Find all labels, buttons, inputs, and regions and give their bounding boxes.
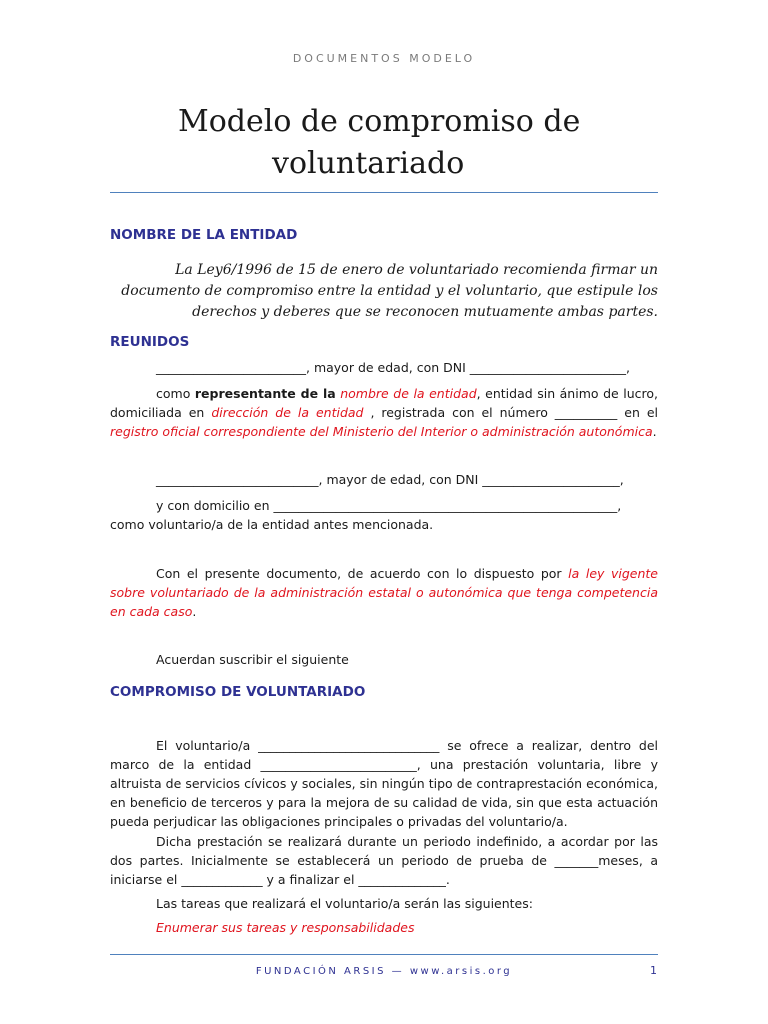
- reunidos-agree-line: Acuerdan suscribir el siguiente: [156, 652, 349, 667]
- text-line: como voluntario/a de la entidad antes mencionada.: [110, 517, 434, 532]
- reunidos-entity-paragraph: [110, 384, 658, 441]
- text-span: como: [156, 386, 195, 401]
- placeholder-registry: registro oficial correspondiente del Ministerio del Interior o administración autonómica: [110, 424, 653, 439]
- document-title-line2: voluntariado: [272, 146, 465, 181]
- bottom-divider: [110, 954, 658, 955]
- text-span-bold: representante de la: [194, 386, 336, 401]
- top-divider: [110, 192, 658, 193]
- heading-reunidos: REUNIDOS: [110, 334, 190, 350]
- heading-compromiso: COMPROMISO DE VOLUNTARIADO: [110, 684, 366, 700]
- reunidos-law-paragraph: [110, 564, 658, 621]
- text-line: y con domicilio en _______________________________________________________,: [156, 498, 622, 513]
- text-span: .: [652, 424, 657, 439]
- reunidos-volunteer-address: [110, 496, 658, 534]
- placeholder-law: la ley vigente sobre voluntariado de la administración estatal o autonómica que tenga competencia en cada caso: [110, 566, 658, 619]
- text-span: , entidad sin ánimo de lucro, domiciliada en: [110, 386, 658, 420]
- footer-text: FUNDACIÓN ARSIS — www.arsis.org: [255, 966, 513, 977]
- text-span: , registrada con el número __________ en el: [363, 405, 658, 420]
- reunidos-representative-line: ________________________, mayor de edad, con DNI _________________________,: [156, 360, 630, 375]
- placeholder-entity-name: nombre de la entidad: [340, 386, 477, 401]
- compromiso-tasks-line: Las tareas que realizará el voluntario/a serán las siguientes:: [156, 896, 533, 911]
- heading-entity: NOMBRE DE LA ENTIDAD: [110, 227, 298, 243]
- compromiso-period-paragraph: Dicha prestación se realizará durante un periodo indefinido, a acordar por las dos partes. Inicialmente se establecerá un periodo de prueba de _______meses, a iniciarse el _____________ y a finalizar el ______________.: [110, 834, 658, 887]
- compromiso-offer-paragraph: El voluntario/a _____________________________ se ofrece a realizar, dentro del marco de la entidad _________________________, una prestación voluntaria, libre y altruista de servicios cívicos y sociales, sin ningún tipo de contraprestación económica, en beneficio de terceros y para la mejora de su calidad de vida, sin que esta actuación pueda perjudicar las obligaciones principales o privadas del voluntario/a.: [110, 738, 658, 829]
- document-title-line1: Modelo de compromiso de: [178, 104, 581, 139]
- header-label: DOCUMENTOS MODELO: [292, 52, 476, 65]
- intro-paragraph: La Ley6/1996 de 15 de enero de voluntariado recomienda firmar un documento de compromiso entre la entidad y el voluntario, que estipule los derechos y deberes que se reconocen mutuamente ambas partes.: [121, 262, 658, 320]
- text-span: Con el presente documento, de acuerdo con lo dispuesto por: [156, 566, 569, 581]
- placeholder-entity-address: dirección de la entidad: [211, 405, 364, 420]
- placeholder-tasks: Enumerar sus tareas y responsabilidades: [156, 920, 415, 935]
- text-span: .: [192, 604, 197, 619]
- page-number: 1: [650, 964, 657, 977]
- reunidos-volunteer-line: __________________________, mayor de edad, con DNI ______________________,: [156, 472, 624, 487]
